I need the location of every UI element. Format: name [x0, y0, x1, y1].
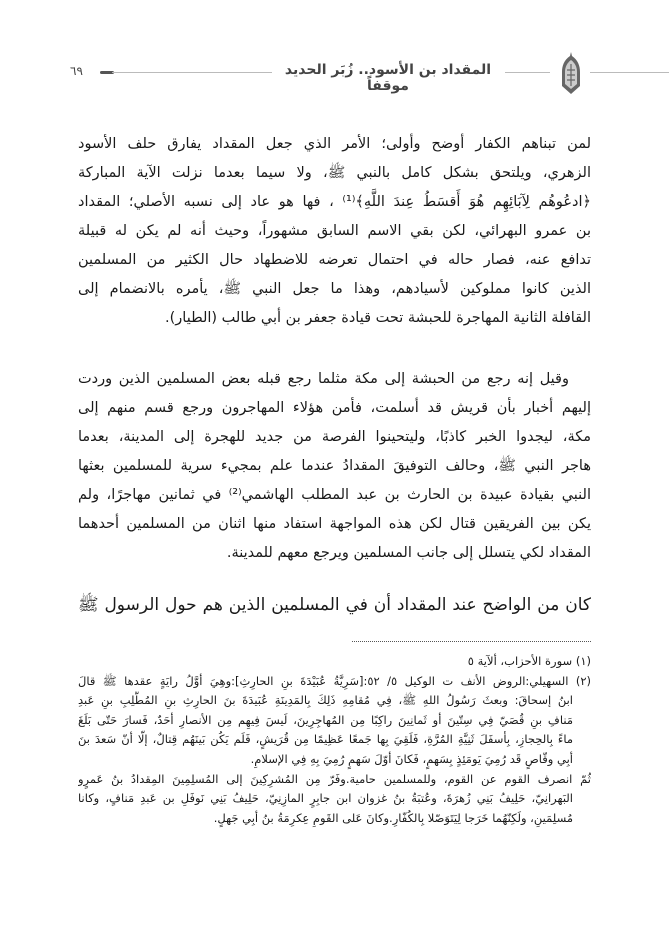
footnote-2-line: ابنُ إسحاقَ: وبعثَ رَسُولُ اللهِ ﷺ، فِي مُقامِهِ ذَلِكَ بِالمَدِينَةِ عُبَيدَةَ بنَ الحارِثِ بنِ المُطَّلِبِ بنِ عَبدِ	[78, 693, 573, 708]
text-line: لمن تبناهم الكفار أوضح وأولى؛ الأمر الذي جعل المقداد يفارق حلف الأسود	[78, 136, 591, 152]
text-line: الزهري، ويلتحق بشكل كامل بالنبي ﷺ، ولا سيما بعدما نزلت الآية المباركة	[78, 165, 591, 181]
footnote-2-line: البَهرانِيّ، حَلِيفُ بَنِي زُهرَةَ، وعُتبَةُ بنُ غزوان ابن جابِرٍ المازِنِيّ، حَلِيفُ بَنِي نَوفَلِ بن عَبدِ مَنافٍ، وكانا	[78, 791, 573, 806]
header-rule-right	[590, 72, 669, 73]
text-line: كان من الواضح عند المقداد أن في المسلمين الذين هم حول الرسول ﷺ	[78, 595, 591, 615]
footnote-separator	[352, 641, 591, 642]
lantern-ornament-icon	[560, 52, 582, 94]
footnote-1: (١) سورة الأحزاب، ألآية ٥	[467, 654, 591, 668]
footnote-2-line: ثُمّ انصرف القوم عن القوم، وللمسلمين حامية.وفَرّ مِن المُشرِكِينَ إلى المُسلِمِينَ المِقدادُ بنُ عَمرٍو	[78, 771, 591, 786]
text-line: القافلة الثانية المهاجرة للحبشة تحت قيادة جعفر بن أبي طالب (الطيار).	[165, 310, 591, 326]
text-line: وقيل إنه رجع من الحبشة إلى مكة مثلما رجع قبله بعض المسلمين الذين وردت	[78, 371, 569, 387]
footnote-2-line: ماءً بِالحِجازِ، بِأسفَلَ ثَنِيَّةِ المُرَّةِ، فَلَقِيَ بِها جَمعًا عَظِيمًا مِن قُرَيشٍ، فَلَم يَكُن بَينَهُم قِتالٌ، إلّا أنّ سَعدَ بنَ	[78, 732, 573, 747]
footnote-2-line: أبِي وقّاصٍ قَد رُمِيَ يَومَئِذٍ بِسَهمٍ، فَكانَ أوّلَ سَهمٍ رُمِيَ بِهِ فِي الإسلامِ.	[250, 751, 573, 766]
text-line: هاجر النبي ﷺ، وحالف التوفيقَ المقدادُ عندما علم بمجيء سرية للمسلمين بعثها	[78, 458, 591, 474]
text-line: مكة، ليجدوا الخبر كاذبًا، وليتحينوا الفرصة من جديد للهجرة إلى المدينة، بعدما	[78, 429, 591, 445]
footnote-2-line: مُسلِمَينِ، ولَكِنّهُما خَرَجا لِيَتَوَصّلا بِالكُفّارِ.وكانَ عَلى القَومِ عِكرِمَةُ بنُ أبِي جَهلٍ.	[213, 810, 573, 825]
footnote-2-line: مَنافِ بنِ قُصَيّ فِي سِتّينَ أو ثَمانِينَ راكِبًا مِن المُهاجِرِينَ، لَيسَ فِيهِم مِن الأنصارِ أحَدٌ، فَسارَ حَتّى بَلَغَ	[78, 712, 573, 727]
text-line: تدافع عنه، فصار حاله في احتمال تعرضه للاضطهاد حال الكثير من المسلمين	[78, 252, 591, 268]
text-line: الذين كانوا مملوكين لأسيادهم، وهذا ما جعل النبي ﷺ، يأمره بالانضمام إلى	[78, 281, 591, 297]
footnote-2-line: (٢) السهيلي:الروض الأنف ت الوكيل ٥/ ٥٢:[سَرِيَّةُ عُبَيْدَةَ بنِ الحارِثِ]:وهِيَ أوَّلُ رايَةٍ عقدها ﷺ قالَ	[78, 673, 591, 688]
header-rule-left	[112, 72, 272, 73]
text-line: يكن بين الفريقين قتال لكن هذه المواجهة استفاد منها اثنان من المسلمين أحدهما	[78, 516, 591, 532]
footnotes	[78, 652, 591, 828]
text-line: النبي بقيادة عبيدة بن الحارث بن عبد المطلب الهاشمي⁽²⁾ في ثمانين مهاجرًا، ولم	[78, 487, 591, 503]
text-line: إليهم أخبار بأن قريش قد أسلمت، فأمن هؤلاء المهاجرون ورجع قسم منهم إلى	[78, 400, 591, 416]
running-header	[0, 52, 669, 92]
running-title: المقداد بن الأسود.. زُبَر الحديد موقفاً	[284, 62, 492, 94]
paragraph-2	[78, 365, 591, 568]
paragraph-1	[78, 130, 591, 333]
text-line: بن عمرو البهرائي، لكن بقي الاسم السابق مشهوراً، وحيث أنه لم يكن له قبيلة	[78, 223, 591, 239]
header-rule-middle	[505, 72, 550, 73]
text-line: ﴿ادعُوهُم لِآبَائِهِم هُوَ أَقسَطُ عِندَ اللَّهِ﴾⁽¹⁾ ، فها هو عاد إلى نسبه الأصلي؛ المقداد	[78, 194, 591, 210]
paragraph-3	[78, 590, 591, 620]
text-line: المقداد لكي يتسلل إلى جانب المسلمين ويرجع معهم للمدينة.	[226, 545, 591, 561]
page-number: ٦٩	[70, 64, 83, 78]
